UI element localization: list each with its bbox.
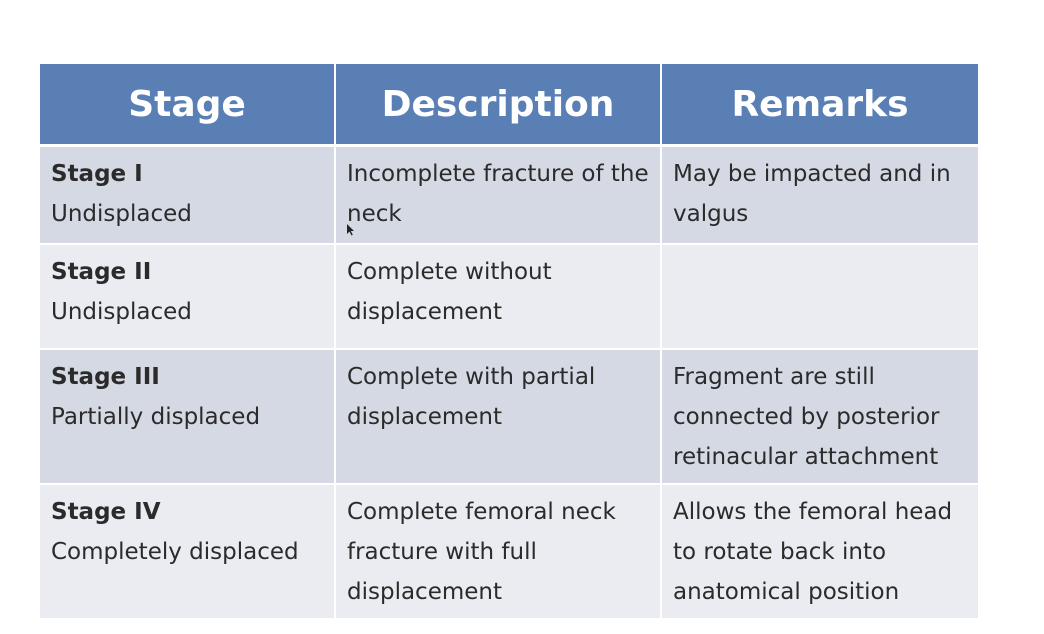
stage-subtitle: Partially displaced — [51, 404, 261, 430]
description-cell: Complete without displacement — [335, 244, 661, 349]
remarks-cell: Fragment are still connected by posterior retinacular attachment — [661, 349, 978, 484]
description-cell: Complete with partial displacement — [335, 349, 661, 484]
remarks-cell: May be impacted and in valgus — [661, 146, 978, 245]
table-row — [40, 146, 978, 245]
stage-cell — [40, 146, 335, 245]
stage-cell — [40, 244, 335, 349]
stage-subtitle: Undisplaced — [51, 299, 192, 325]
classification-table — [40, 64, 978, 620]
table-row — [40, 349, 978, 484]
stage-name: Stage I — [51, 161, 143, 187]
description-cell: Complete femoral neck fracture with full displacement — [335, 484, 661, 619]
header-stage: Stage — [40, 64, 335, 146]
stage-name: Stage II — [51, 259, 152, 285]
stage-name: Stage III — [51, 364, 160, 390]
stage-name: Stage IV — [51, 499, 161, 525]
remarks-cell — [661, 244, 978, 349]
header-remarks: Remarks — [661, 64, 978, 146]
stage-cell — [40, 349, 335, 484]
table-row — [40, 484, 978, 619]
garden-classification-table — [40, 64, 978, 620]
stage-subtitle: Completely displaced — [51, 539, 299, 565]
table-row — [40, 244, 978, 349]
header-row — [40, 64, 978, 146]
stage-cell — [40, 484, 335, 619]
description-cell: Incomplete fracture of the neck — [335, 146, 661, 245]
header-description: Description — [335, 64, 661, 146]
mouse-cursor-icon — [347, 224, 355, 236]
stage-subtitle: Undisplaced — [51, 201, 192, 227]
remarks-cell: Allows the femoral head to rotate back into anatomical position — [661, 484, 978, 619]
